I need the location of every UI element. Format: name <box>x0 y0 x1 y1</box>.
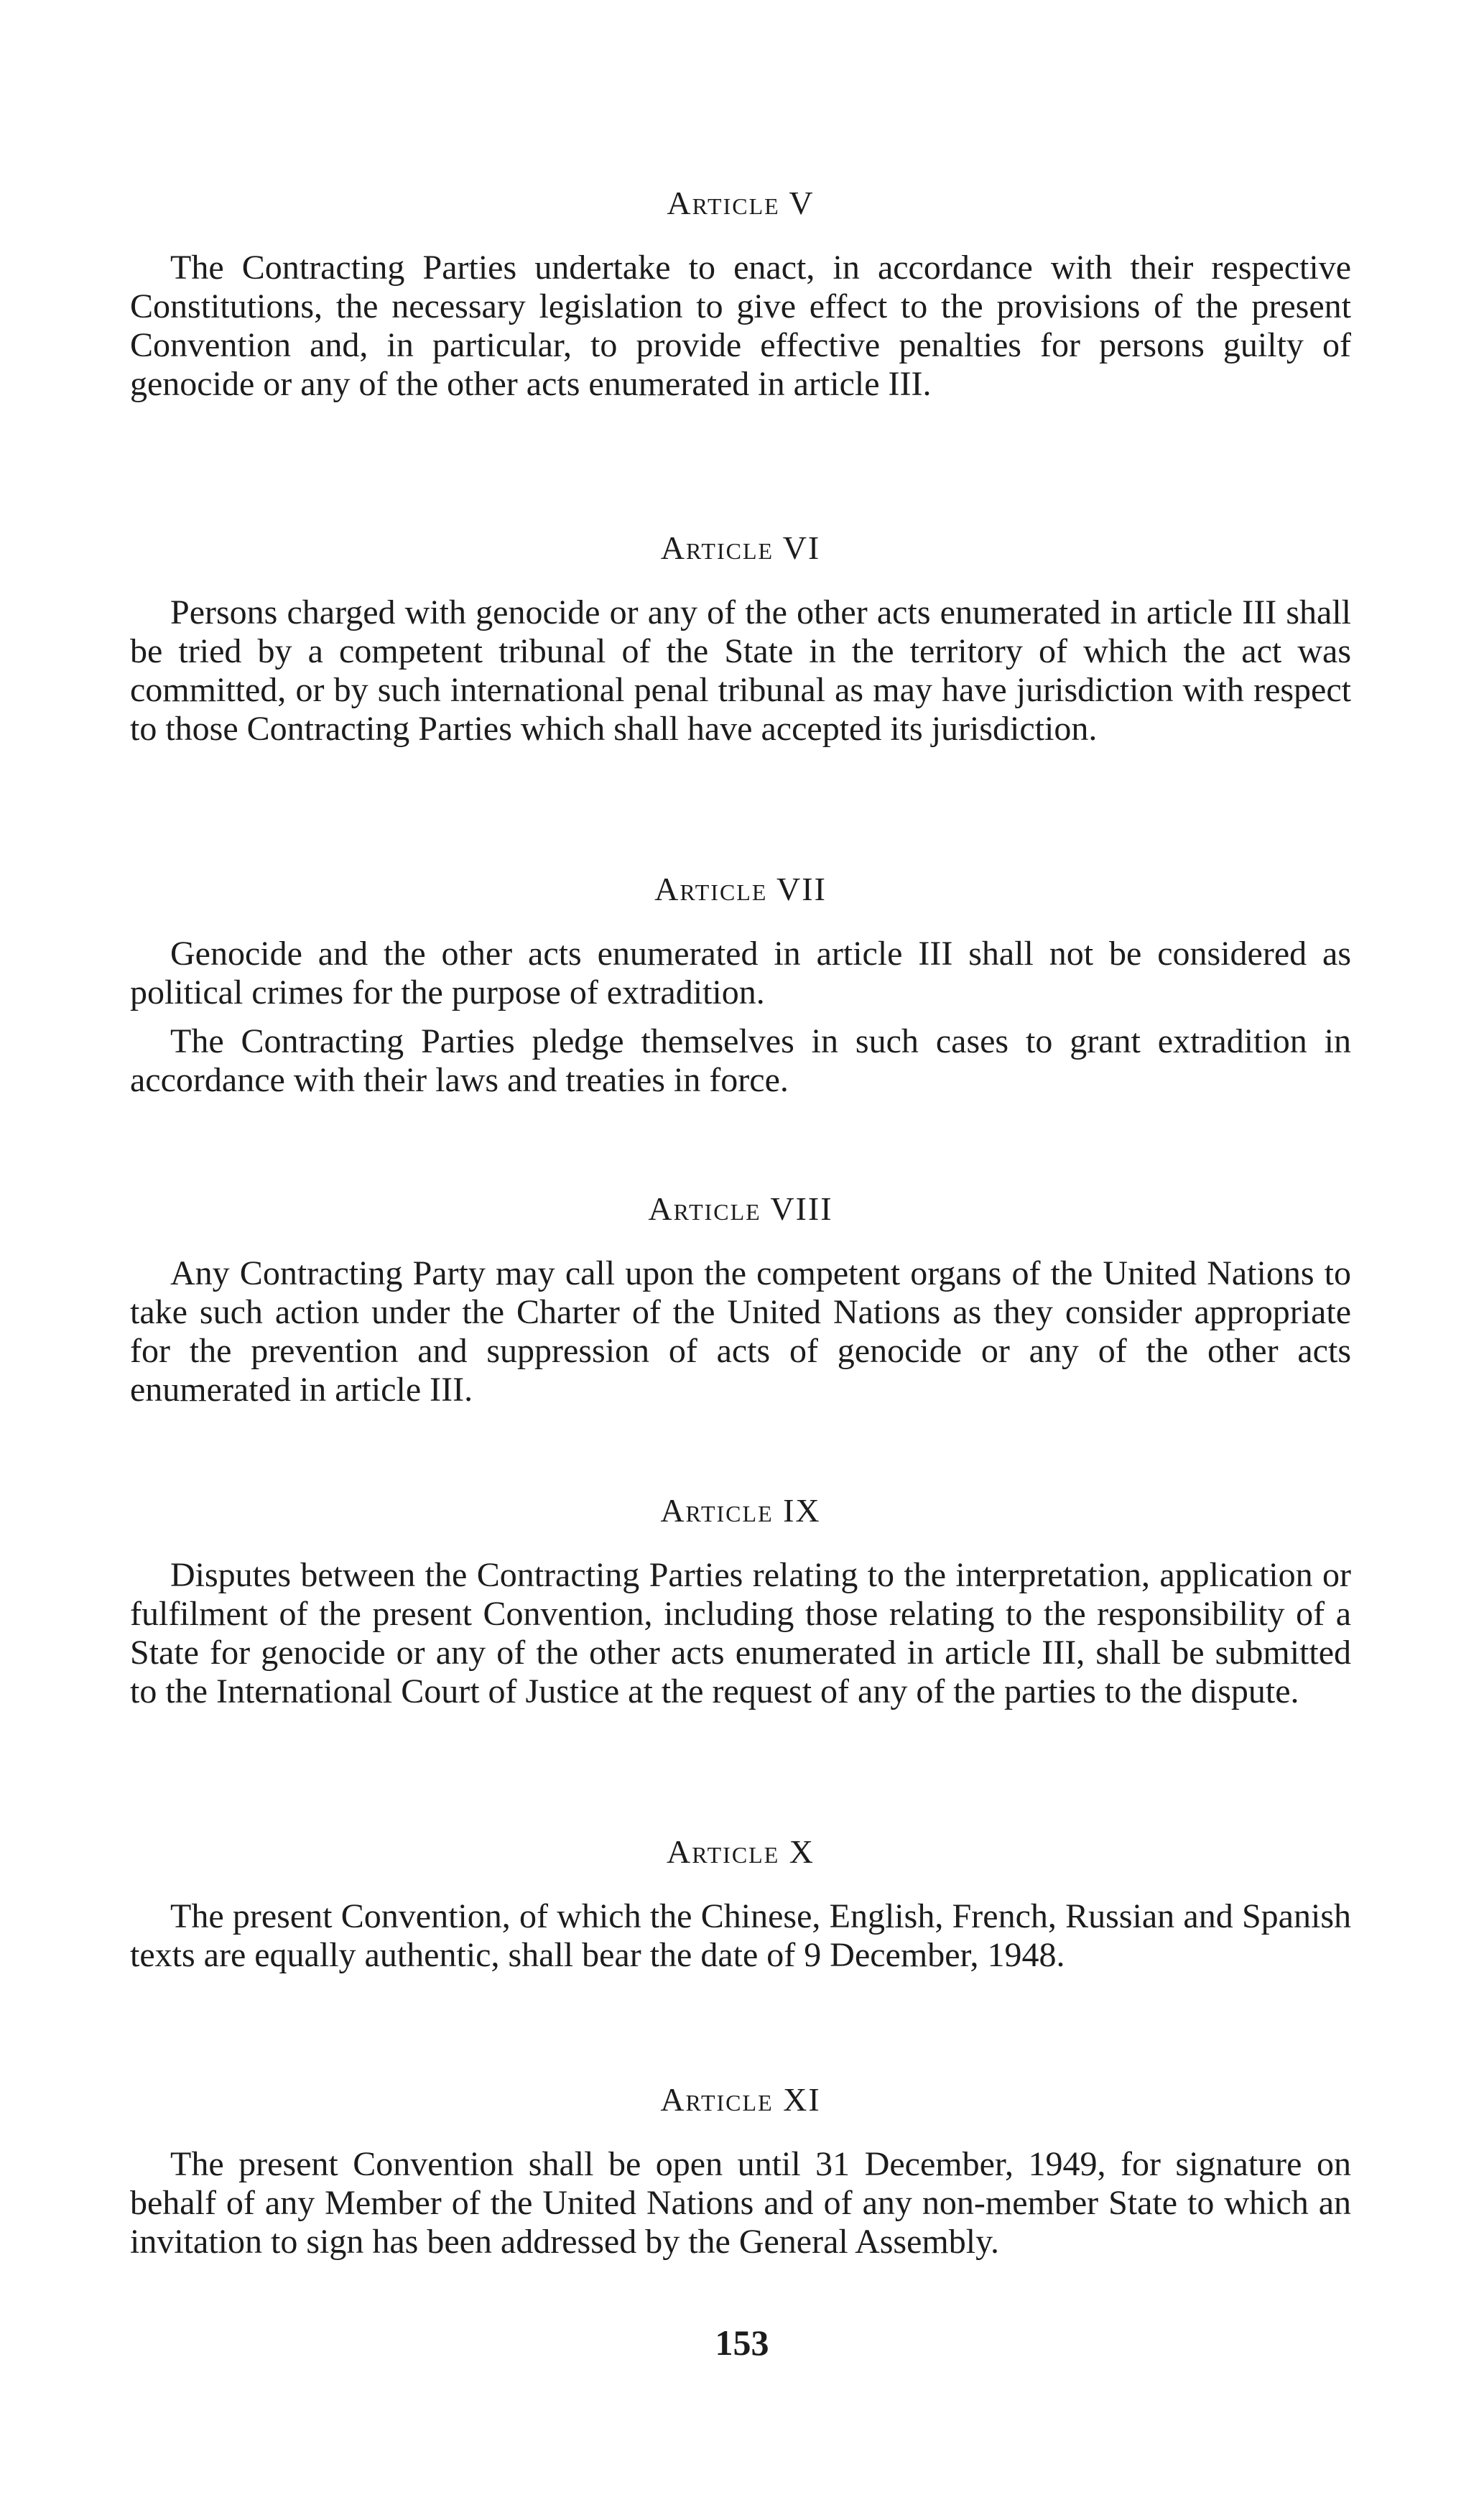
article-paragraph: Any Contracting Party may call upon the competent organs of the United Nations to take such action under the Charter of the United Nations as they consider appropriate for the prevention and suppression of acts of genocide or any of the other acts enumerated in article III. <box>130 1254 1351 1409</box>
article-heading: Article VII <box>654 871 827 907</box>
article-9 <box>130 1494 1351 1721</box>
article-paragraph: The Contracting Parties pledge themselves in such cases to grant extradition in accordance with their laws and treaties in force. <box>130 1022 1351 1099</box>
article-heading: Article XI <box>660 2081 821 2118</box>
article-heading: Article VI <box>660 529 821 566</box>
article-11 <box>130 2083 1351 2272</box>
article-8 <box>130 1190 1351 1420</box>
article-7 <box>130 873 1351 1110</box>
article-10 <box>130 1835 1351 1985</box>
article-5 <box>130 187 1351 414</box>
article-6 <box>130 529 1351 759</box>
article-heading: Article IX <box>660 1492 821 1529</box>
article-paragraph: Disputes between the Contracting Parties relating to the interpretation, application or fulfilment of the present Convention, including those relating to the responsibility of a State for genocide or any of the other acts enumerated in article III, shall be submitted to the International Court of Justice at the request of any of the parties to the dispute. <box>130 1556 1351 1710</box>
article-paragraph: The Contracting Parties undertake to enact, in accordance with their respective Constitutions, the necessary legislation to give effect to the provisions of the present Convention and, in particular, to provide effective penalties for persons guilty of genocide or any of the other acts enumerated in article III. <box>130 249 1351 403</box>
article-heading: Article V <box>667 185 815 221</box>
article-heading: Article VIII <box>648 1190 833 1227</box>
article-paragraph: The present Convention, of which the Chinese, English, French, Russian and Spanish texts are equally authentic, shall bear the date of 9 December, 1948. <box>130 1897 1351 1974</box>
article-paragraph: The present Convention shall be open until 31 December, 1949, for signature on behalf of any Member of the United Nations and of any non-member State to which an invitation to sign has been addressed by the General Assembly. <box>130 2145 1351 2261</box>
article-heading: Article X <box>666 1833 815 1870</box>
page-number: 153 <box>715 2323 769 2363</box>
article-paragraph: Persons charged with genocide or any of the other acts enumerated in article III shall be tried by a competent tribunal of the State in the territory of which the act was committed, or by such international penal tribunal as may have jurisdiction with respect to those Contracting Parties which shall have accepted its jurisdiction. <box>130 593 1351 748</box>
article-paragraph: Genocide and the other acts enumerated in article III shall not be considered as political crimes for the purpose of extradition. <box>130 935 1351 1011</box>
